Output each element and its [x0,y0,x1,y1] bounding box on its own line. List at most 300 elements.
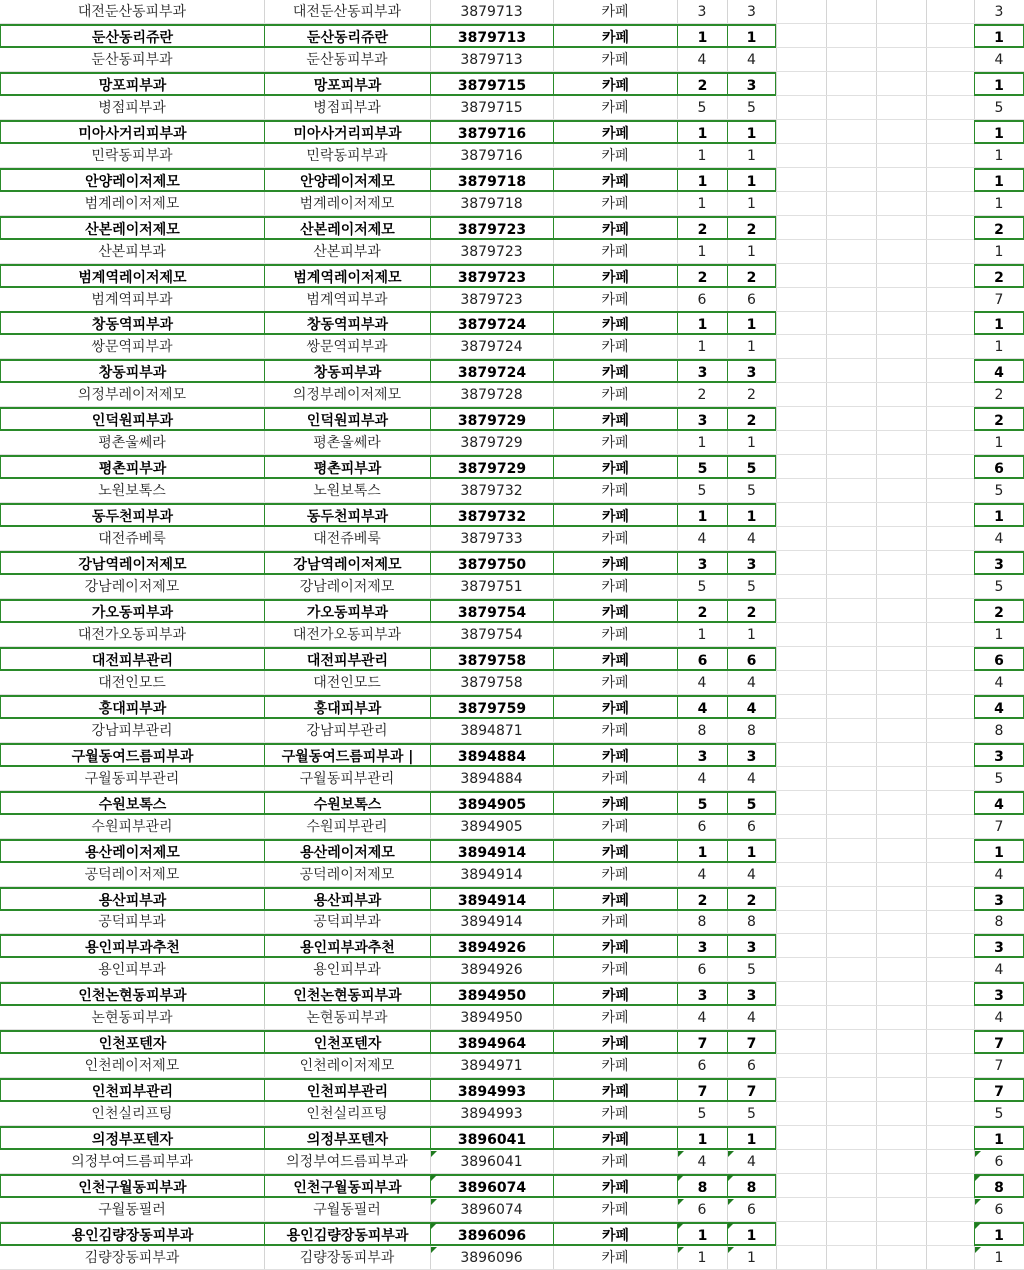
id-cell[interactable]: 3896074 [430,1174,553,1198]
rank-2-cell[interactable]: 1 [727,24,776,48]
type-cell[interactable]: 카페 [553,791,677,815]
id-cell[interactable]: 3894914 [430,839,553,863]
rank-1-cell[interactable]: 1 [697,195,707,212]
keyword-cell[interactable]: 동두천피부과 [0,503,264,527]
rank-2-cell[interactable]: 5 [727,455,776,479]
rank-latest-cell[interactable]: 5 [994,579,1004,596]
rank-1-cell[interactable]: 4 [697,1154,707,1171]
rank-latest-cell[interactable]: 5 [994,770,1004,787]
type-cell[interactable]: 카페 [553,1174,677,1198]
rank-1-cell[interactable]: 8 [677,1174,727,1198]
keyword-cell[interactable]: 논현동피부과 [91,1010,173,1027]
id-cell[interactable]: 3894884 [460,770,523,787]
keyword-cell[interactable]: 구월동여드름피부과 [0,743,264,767]
keyword-cell[interactable]: 김량장동피부과 [84,1249,180,1266]
rank-latest-cell[interactable]: 7 [974,1030,1024,1054]
id-cell[interactable]: 3879754 [430,599,553,623]
rank-latest-cell[interactable]: 1 [994,243,1004,260]
id-cell[interactable]: 3879733 [460,531,523,548]
rank-latest-cell[interactable]: 4 [994,51,1004,68]
keyword-cell[interactable]: 구월동필러 [98,1202,166,1218]
rank-2-cell[interactable]: 5 [727,791,776,815]
rank-1-cell[interactable]: 1 [677,24,727,48]
title-cell[interactable]: 범계레이저제모 [299,195,395,212]
rank-latest-cell[interactable]: 1 [974,311,1024,335]
rank-1-cell[interactable]: 4 [677,695,727,719]
title-cell[interactable]: 수원보톡스 [264,791,430,815]
title-cell[interactable]: 인천구월동피부과 [264,1174,430,1198]
rank-latest-cell[interactable]: 1 [994,147,1004,164]
type-cell[interactable]: 카페 [553,264,677,288]
rank-2-cell[interactable]: 3 [727,934,776,958]
title-cell[interactable]: 의정부레이저제모 [292,387,402,404]
type-cell[interactable]: 카페 [553,695,677,719]
rank-latest-cell[interactable]: 4 [994,674,1004,691]
rank-latest-cell[interactable]: 2 [974,216,1024,240]
keyword-cell[interactable]: 강남레이저제모 [84,579,180,596]
rank-2-cell[interactable]: 8 [727,1174,776,1198]
rank-2-cell[interactable]: 7 [727,1078,776,1102]
title-cell[interactable]: 노원보톡스 [313,483,381,500]
rank-latest-cell[interactable]: 7 [974,1078,1024,1102]
rank-2-cell[interactable]: 5 [747,962,756,979]
rank-latest-cell[interactable]: 4 [994,962,1004,979]
keyword-cell[interactable]: 용인피부과추천 [0,934,264,958]
rank-2-cell[interactable]: 1 [727,120,776,144]
rank-latest-cell[interactable]: 7 [994,1058,1004,1075]
keyword-cell[interactable]: 둔산동피부과 [91,51,173,68]
rank-1-cell[interactable]: 1 [677,311,727,335]
type-cell[interactable]: 카페 [601,99,629,116]
rank-1-cell[interactable]: 2 [677,216,727,240]
id-cell[interactable]: 3879723 [430,216,553,240]
keyword-cell[interactable]: 쌍문역피부과 [91,339,173,356]
rank-1-cell[interactable]: 3 [677,743,727,767]
rank-latest-cell[interactable]: 1 [974,24,1024,48]
rank-latest-cell[interactable]: 1 [994,339,1004,356]
type-cell[interactable]: 카페 [553,599,677,623]
rank-latest-cell[interactable]: 5 [994,1106,1004,1123]
type-cell[interactable]: 카페 [553,982,677,1006]
rank-2-cell[interactable]: 1 [727,503,776,527]
title-cell[interactable]: 인천포텐자 [264,1030,430,1054]
keyword-cell[interactable]: 강남역레이저제모 [0,551,264,575]
rank-latest-cell[interactable]: 4 [994,531,1004,548]
rank-1-cell[interactable]: 4 [697,866,707,883]
type-cell[interactable]: 카페 [553,120,677,144]
keyword-cell[interactable]: 의정부여드름피부과 [71,1154,193,1171]
id-cell[interactable]: 3879724 [460,339,523,356]
rank-latest-cell[interactable]: 4 [974,359,1024,383]
id-cell[interactable]: 3879758 [430,647,553,671]
title-cell[interactable]: 대전피부관리 [264,647,430,671]
rank-2-cell[interactable]: 2 [727,599,776,623]
rank-1-cell[interactable]: 4 [697,770,707,787]
rank-2-cell[interactable]: 1 [727,168,776,192]
keyword-cell[interactable]: 수원피부관리 [91,818,173,835]
rank-latest-cell[interactable]: 5 [994,483,1004,500]
title-cell[interactable]: 산본레이저제모 [264,216,430,240]
id-cell[interactable]: 3879718 [460,195,523,212]
rank-latest-cell[interactable]: 2 [974,407,1024,431]
keyword-cell[interactable]: 인천논현동피부과 [0,982,264,1006]
keyword-cell[interactable]: 공덕피부과 [98,914,166,931]
keyword-cell[interactable]: 구월동피부관리 [84,770,180,787]
rank-latest-cell[interactable]: 1 [974,168,1024,192]
keyword-cell[interactable]: 인천실리프팅 [91,1106,173,1123]
title-cell[interactable]: 동두천피부과 [264,503,430,527]
type-cell[interactable]: 카페 [601,1010,629,1027]
type-cell[interactable]: 카페 [601,962,629,979]
rank-1-cell[interactable]: 2 [677,264,727,288]
keyword-cell[interactable]: 안양레이저제모 [0,168,264,192]
type-cell[interactable]: 카페 [601,866,629,883]
rank-latest-cell[interactable]: 3 [974,743,1024,767]
rank-1-cell[interactable]: 5 [697,579,707,596]
id-cell[interactable]: 3879732 [430,503,553,527]
rank-latest-cell[interactable]: 3 [974,982,1024,1006]
rank-latest-cell[interactable]: 1 [974,839,1024,863]
id-cell[interactable]: 3879723 [430,264,553,288]
keyword-cell[interactable]: 인덕원피부과 [0,407,264,431]
rank-2-cell[interactable]: 3 [727,982,776,1006]
id-cell[interactable]: 3894950 [430,982,553,1006]
keyword-cell[interactable]: 강남피부관리 [91,722,173,739]
rank-latest-cell[interactable]: 8 [994,722,1004,739]
rank-latest-cell[interactable]: 8 [974,1174,1024,1198]
rank-1-cell[interactable]: 3 [677,982,727,1006]
title-cell[interactable]: 홍대피부과 [264,695,430,719]
rank-1-cell[interactable]: 3 [677,934,727,958]
rank-1-cell[interactable]: 5 [697,1106,707,1123]
rank-2-cell[interactable]: 6 [727,647,776,671]
id-cell[interactable]: 3879715 [460,99,523,116]
title-cell[interactable]: 가오동피부과 [264,599,430,623]
title-cell[interactable]: 인천논현동피부과 [264,982,430,1006]
type-cell[interactable]: 카페 [601,387,629,404]
title-cell[interactable]: 병점피부과 [313,99,381,116]
rank-1-cell[interactable]: 7 [677,1030,727,1054]
keyword-cell[interactable]: 평촌울쎄라 [98,435,166,452]
title-cell[interactable]: 의정부포텐자 [264,1126,430,1150]
rank-1-cell[interactable]: 1 [677,1222,727,1246]
id-cell[interactable]: 3894971 [460,1058,523,1075]
keyword-cell[interactable]: 대전쥬베룩 [98,531,166,548]
keyword-cell[interactable]: 의정부레이저제모 [77,387,187,404]
keyword-cell[interactable]: 창동역피부과 [0,311,264,335]
rank-2-cell[interactable]: 1 [747,1249,756,1266]
rank-2-cell[interactable]: 2 [727,407,776,431]
rank-2-cell[interactable]: 1 [747,147,756,164]
id-cell[interactable]: 3896096 [430,1222,553,1246]
title-cell[interactable]: 강남피부관리 [306,722,388,739]
title-cell[interactable]: 인덕원피부과 [264,407,430,431]
rank-latest-cell[interactable]: 3 [974,551,1024,575]
rank-latest-cell[interactable]: 5 [994,99,1004,116]
id-cell[interactable]: 3879723 [460,243,523,260]
title-cell[interactable]: 공덕피부과 [313,914,381,931]
id-cell[interactable]: 3894993 [430,1078,553,1102]
rank-latest-cell[interactable]: 2 [994,387,1004,404]
rank-latest-cell[interactable]: 4 [994,866,1004,883]
rank-latest-cell[interactable]: 2 [974,264,1024,288]
rank-latest-cell[interactable]: 4 [974,791,1024,815]
type-cell[interactable]: 카페 [601,435,629,452]
title-cell[interactable]: 용산피부과 [264,887,430,911]
rank-2-cell[interactable]: 1 [747,339,756,356]
rank-2-cell[interactable]: 4 [747,1010,756,1027]
type-cell[interactable]: 카페 [601,914,629,931]
title-cell[interactable]: 구월동여드름피부과 | [264,743,430,767]
id-cell[interactable]: 3879729 [460,435,523,452]
type-cell[interactable]: 카페 [601,722,629,739]
rank-1-cell[interactable]: 1 [677,839,727,863]
title-cell[interactable]: 강남역레이저제모 [264,551,430,575]
id-cell[interactable]: 3896041 [430,1126,553,1150]
keyword-cell[interactable]: 가오동피부과 [0,599,264,623]
id-cell[interactable]: 3879718 [430,168,553,192]
id-cell[interactable]: 3894993 [460,1106,523,1123]
title-cell[interactable]: 산본피부과 [313,243,381,260]
type-cell[interactable]: 카페 [553,1078,677,1102]
title-cell[interactable]: 범계역레이저제모 [264,264,430,288]
title-cell[interactable]: 망포피부과 [264,72,430,96]
type-cell[interactable]: 카페 [601,770,629,787]
title-cell[interactable]: 논현동피부과 [306,1010,388,1027]
rank-latest-cell[interactable]: 3 [974,887,1024,911]
type-cell[interactable]: 카페 [601,339,629,356]
rank-latest-cell[interactable]: 4 [994,1010,1004,1027]
rank-latest-cell[interactable]: 3 [974,934,1024,958]
rank-2-cell[interactable]: 4 [747,51,756,68]
rank-latest-cell[interactable]: 1 [994,1249,1004,1266]
id-cell[interactable]: 3896096 [460,1249,523,1266]
rank-latest-cell[interactable]: 1 [974,120,1024,144]
type-cell[interactable]: 카페 [601,4,629,20]
rank-2-cell[interactable]: 3 [727,72,776,96]
rank-latest-cell[interactable]: 6 [994,1154,1004,1171]
keyword-cell[interactable]: 망포피부과 [0,72,264,96]
rank-1-cell[interactable]: 1 [697,435,707,452]
title-cell[interactable]: 평촌울쎄라 [313,435,381,452]
rank-2-cell[interactable]: 6 [747,818,756,835]
type-cell[interactable]: 카페 [553,1030,677,1054]
rank-2-cell[interactable]: 5 [747,483,756,500]
rank-2-cell[interactable]: 2 [727,887,776,911]
rank-latest-cell[interactable]: 8 [994,914,1004,931]
rank-1-cell[interactable]: 6 [697,1202,707,1218]
id-cell[interactable]: 3879729 [430,455,553,479]
keyword-cell[interactable]: 범계레이저제모 [84,195,180,212]
rank-2-cell[interactable]: 4 [747,770,756,787]
keyword-cell[interactable]: 대전가오동피부과 [77,626,187,643]
keyword-cell[interactable]: 범계역피부과 [91,291,173,308]
id-cell[interactable]: 3894950 [460,1010,523,1027]
rank-1-cell[interactable]: 2 [697,387,707,404]
id-cell[interactable]: 3879732 [460,483,523,500]
type-cell[interactable]: 카페 [553,407,677,431]
rank-2-cell[interactable]: 1 [727,1126,776,1150]
rank-1-cell[interactable]: 8 [697,914,707,931]
type-cell[interactable]: 카페 [601,531,629,548]
type-cell[interactable]: 카페 [601,818,629,835]
rank-2-cell[interactable]: 6 [747,1058,756,1075]
type-cell[interactable]: 카페 [553,168,677,192]
rank-1-cell[interactable]: 1 [677,1126,727,1150]
type-cell[interactable]: 카페 [601,51,629,68]
keyword-cell[interactable]: 노원보톡스 [98,483,166,500]
keyword-cell[interactable]: 인천레이저제모 [84,1058,180,1075]
type-cell[interactable]: 카페 [601,1249,629,1266]
id-cell[interactable]: 3879713 [430,24,553,48]
id-cell[interactable]: 3894914 [430,887,553,911]
id-cell[interactable]: 3894884 [430,743,553,767]
id-cell[interactable]: 3879713 [460,51,523,68]
rank-1-cell[interactable]: 5 [677,791,727,815]
keyword-cell[interactable]: 홍대피부과 [0,695,264,719]
keyword-cell[interactable]: 용인피부과 [98,962,166,979]
id-cell[interactable]: 3879716 [430,120,553,144]
rank-1-cell[interactable]: 5 [697,483,707,500]
id-cell[interactable]: 3894871 [460,722,523,739]
keyword-cell[interactable]: 대전인모드 [98,674,166,691]
id-cell[interactable]: 3894914 [460,914,523,931]
id-cell[interactable]: 3896074 [460,1202,523,1218]
id-cell[interactable]: 3879723 [460,291,523,308]
keyword-cell[interactable]: 둔산동리쥬란 [0,24,264,48]
keyword-cell[interactable]: 공덕레이저제모 [84,866,180,883]
type-cell[interactable]: 카페 [553,887,677,911]
id-cell[interactable]: 3879759 [430,695,553,719]
type-cell[interactable]: 카페 [601,1202,629,1218]
rank-1-cell[interactable]: 3 [677,359,727,383]
rank-latest-cell[interactable]: 6 [974,647,1024,671]
title-cell[interactable]: 강남레이저제모 [299,579,395,596]
rank-latest-cell[interactable]: 6 [974,455,1024,479]
rank-1-cell[interactable]: 4 [697,531,707,548]
type-cell[interactable]: 카페 [553,1222,677,1246]
rank-2-cell[interactable]: 1 [747,195,756,212]
rank-2-cell[interactable]: 4 [747,674,756,691]
rank-1-cell[interactable]: 1 [677,503,727,527]
title-cell[interactable]: 범계역피부과 [306,291,388,308]
type-cell[interactable]: 카페 [553,1126,677,1150]
title-cell[interactable]: 용산레이저제모 [264,839,430,863]
id-cell[interactable]: 3896041 [460,1154,523,1171]
rank-2-cell[interactable]: 5 [747,579,756,596]
rank-2-cell[interactable]: 4 [747,531,756,548]
keyword-cell[interactable]: 미아사거리피부과 [0,120,264,144]
keyword-cell[interactable]: 용산피부과 [0,887,264,911]
rank-1-cell[interactable]: 3 [677,407,727,431]
keyword-cell[interactable]: 민락동피부과 [91,147,173,164]
title-cell[interactable]: 공덕레이저제모 [299,866,395,883]
type-cell[interactable]: 카페 [601,195,629,212]
keyword-cell[interactable]: 수원보톡스 [0,791,264,815]
type-cell[interactable]: 카페 [553,216,677,240]
rank-2-cell[interactable]: 1 [747,435,756,452]
id-cell[interactable]: 3879751 [460,579,523,596]
rank-latest-cell[interactable]: 2 [974,599,1024,623]
rank-1-cell[interactable]: 5 [677,455,727,479]
type-cell[interactable]: 카페 [601,1106,629,1123]
title-cell[interactable]: 인천레이저제모 [299,1058,395,1075]
rank-latest-cell[interactable]: 7 [994,818,1004,835]
rank-1-cell[interactable]: 3 [697,4,707,20]
id-cell[interactable]: 3879715 [430,72,553,96]
rank-2-cell[interactable]: 3 [727,359,776,383]
title-cell[interactable]: 대전인모드 [313,674,381,691]
keyword-cell[interactable]: 산본피부과 [98,243,166,260]
rank-2-cell[interactable]: 6 [747,291,756,308]
id-cell[interactable]: 3894914 [460,866,523,883]
id-cell[interactable]: 3879758 [460,674,523,691]
id-cell[interactable]: 3879724 [430,311,553,335]
type-cell[interactable]: 카페 [601,579,629,596]
type-cell[interactable]: 카페 [553,359,677,383]
id-cell[interactable]: 3894905 [460,818,523,835]
rank-1-cell[interactable]: 7 [677,1078,727,1102]
type-cell[interactable]: 카페 [601,1154,629,1171]
title-cell[interactable]: 의정부여드름피부과 [286,1154,408,1171]
type-cell[interactable]: 카페 [553,24,677,48]
type-cell[interactable]: 카페 [553,839,677,863]
keyword-cell[interactable]: 범계역레이저제모 [0,264,264,288]
type-cell[interactable]: 카페 [601,291,629,308]
keyword-cell[interactable]: 평촌피부과 [0,455,264,479]
id-cell[interactable]: 3894964 [430,1030,553,1054]
rank-1-cell[interactable]: 5 [697,99,707,116]
title-cell[interactable]: 평촌피부과 [264,455,430,479]
rank-1-cell[interactable]: 1 [697,626,707,643]
rank-1-cell[interactable]: 2 [677,887,727,911]
rank-1-cell[interactable]: 1 [677,120,727,144]
title-cell[interactable]: 구월동필러 [313,1202,381,1218]
type-cell[interactable]: 카페 [553,647,677,671]
id-cell[interactable]: 3879729 [430,407,553,431]
rank-2-cell[interactable]: 8 [747,722,756,739]
rank-1-cell[interactable]: 1 [697,339,707,356]
type-cell[interactable]: 카페 [601,147,629,164]
rank-1-cell[interactable]: 6 [697,818,707,835]
rank-1-cell[interactable]: 6 [677,647,727,671]
id-cell[interactable]: 3879713 [460,4,523,20]
rank-1-cell[interactable]: 1 [697,147,707,164]
rank-2-cell[interactable]: 4 [727,695,776,719]
type-cell[interactable]: 카페 [553,72,677,96]
rank-2-cell[interactable]: 1 [747,626,756,643]
title-cell[interactable]: 창동피부과 [264,359,430,383]
keyword-cell[interactable]: 대전둔산동피부과 [77,4,187,20]
title-cell[interactable]: 김량장동피부과 [299,1249,395,1266]
title-cell[interactable]: 대전둔산동피부과 [292,4,402,20]
rank-2-cell[interactable]: 3 [727,551,776,575]
rank-2-cell[interactable]: 1 [727,311,776,335]
type-cell[interactable]: 카페 [601,483,629,500]
rank-2-cell[interactable]: 8 [747,914,756,931]
title-cell[interactable]: 쌍문역피부과 [306,339,388,356]
rank-latest-cell[interactable]: 1 [994,195,1004,212]
id-cell[interactable]: 3879724 [430,359,553,383]
title-cell[interactable]: 안양레이저제모 [264,168,430,192]
title-cell[interactable]: 인천피부관리 [264,1078,430,1102]
type-cell[interactable]: 카페 [553,311,677,335]
rank-2-cell[interactable]: 2 [727,264,776,288]
title-cell[interactable]: 인천실리프팅 [306,1106,388,1123]
rank-1-cell[interactable]: 3 [677,551,727,575]
rank-latest-cell[interactable]: 6 [994,1202,1004,1218]
id-cell[interactable]: 3879754 [460,626,523,643]
